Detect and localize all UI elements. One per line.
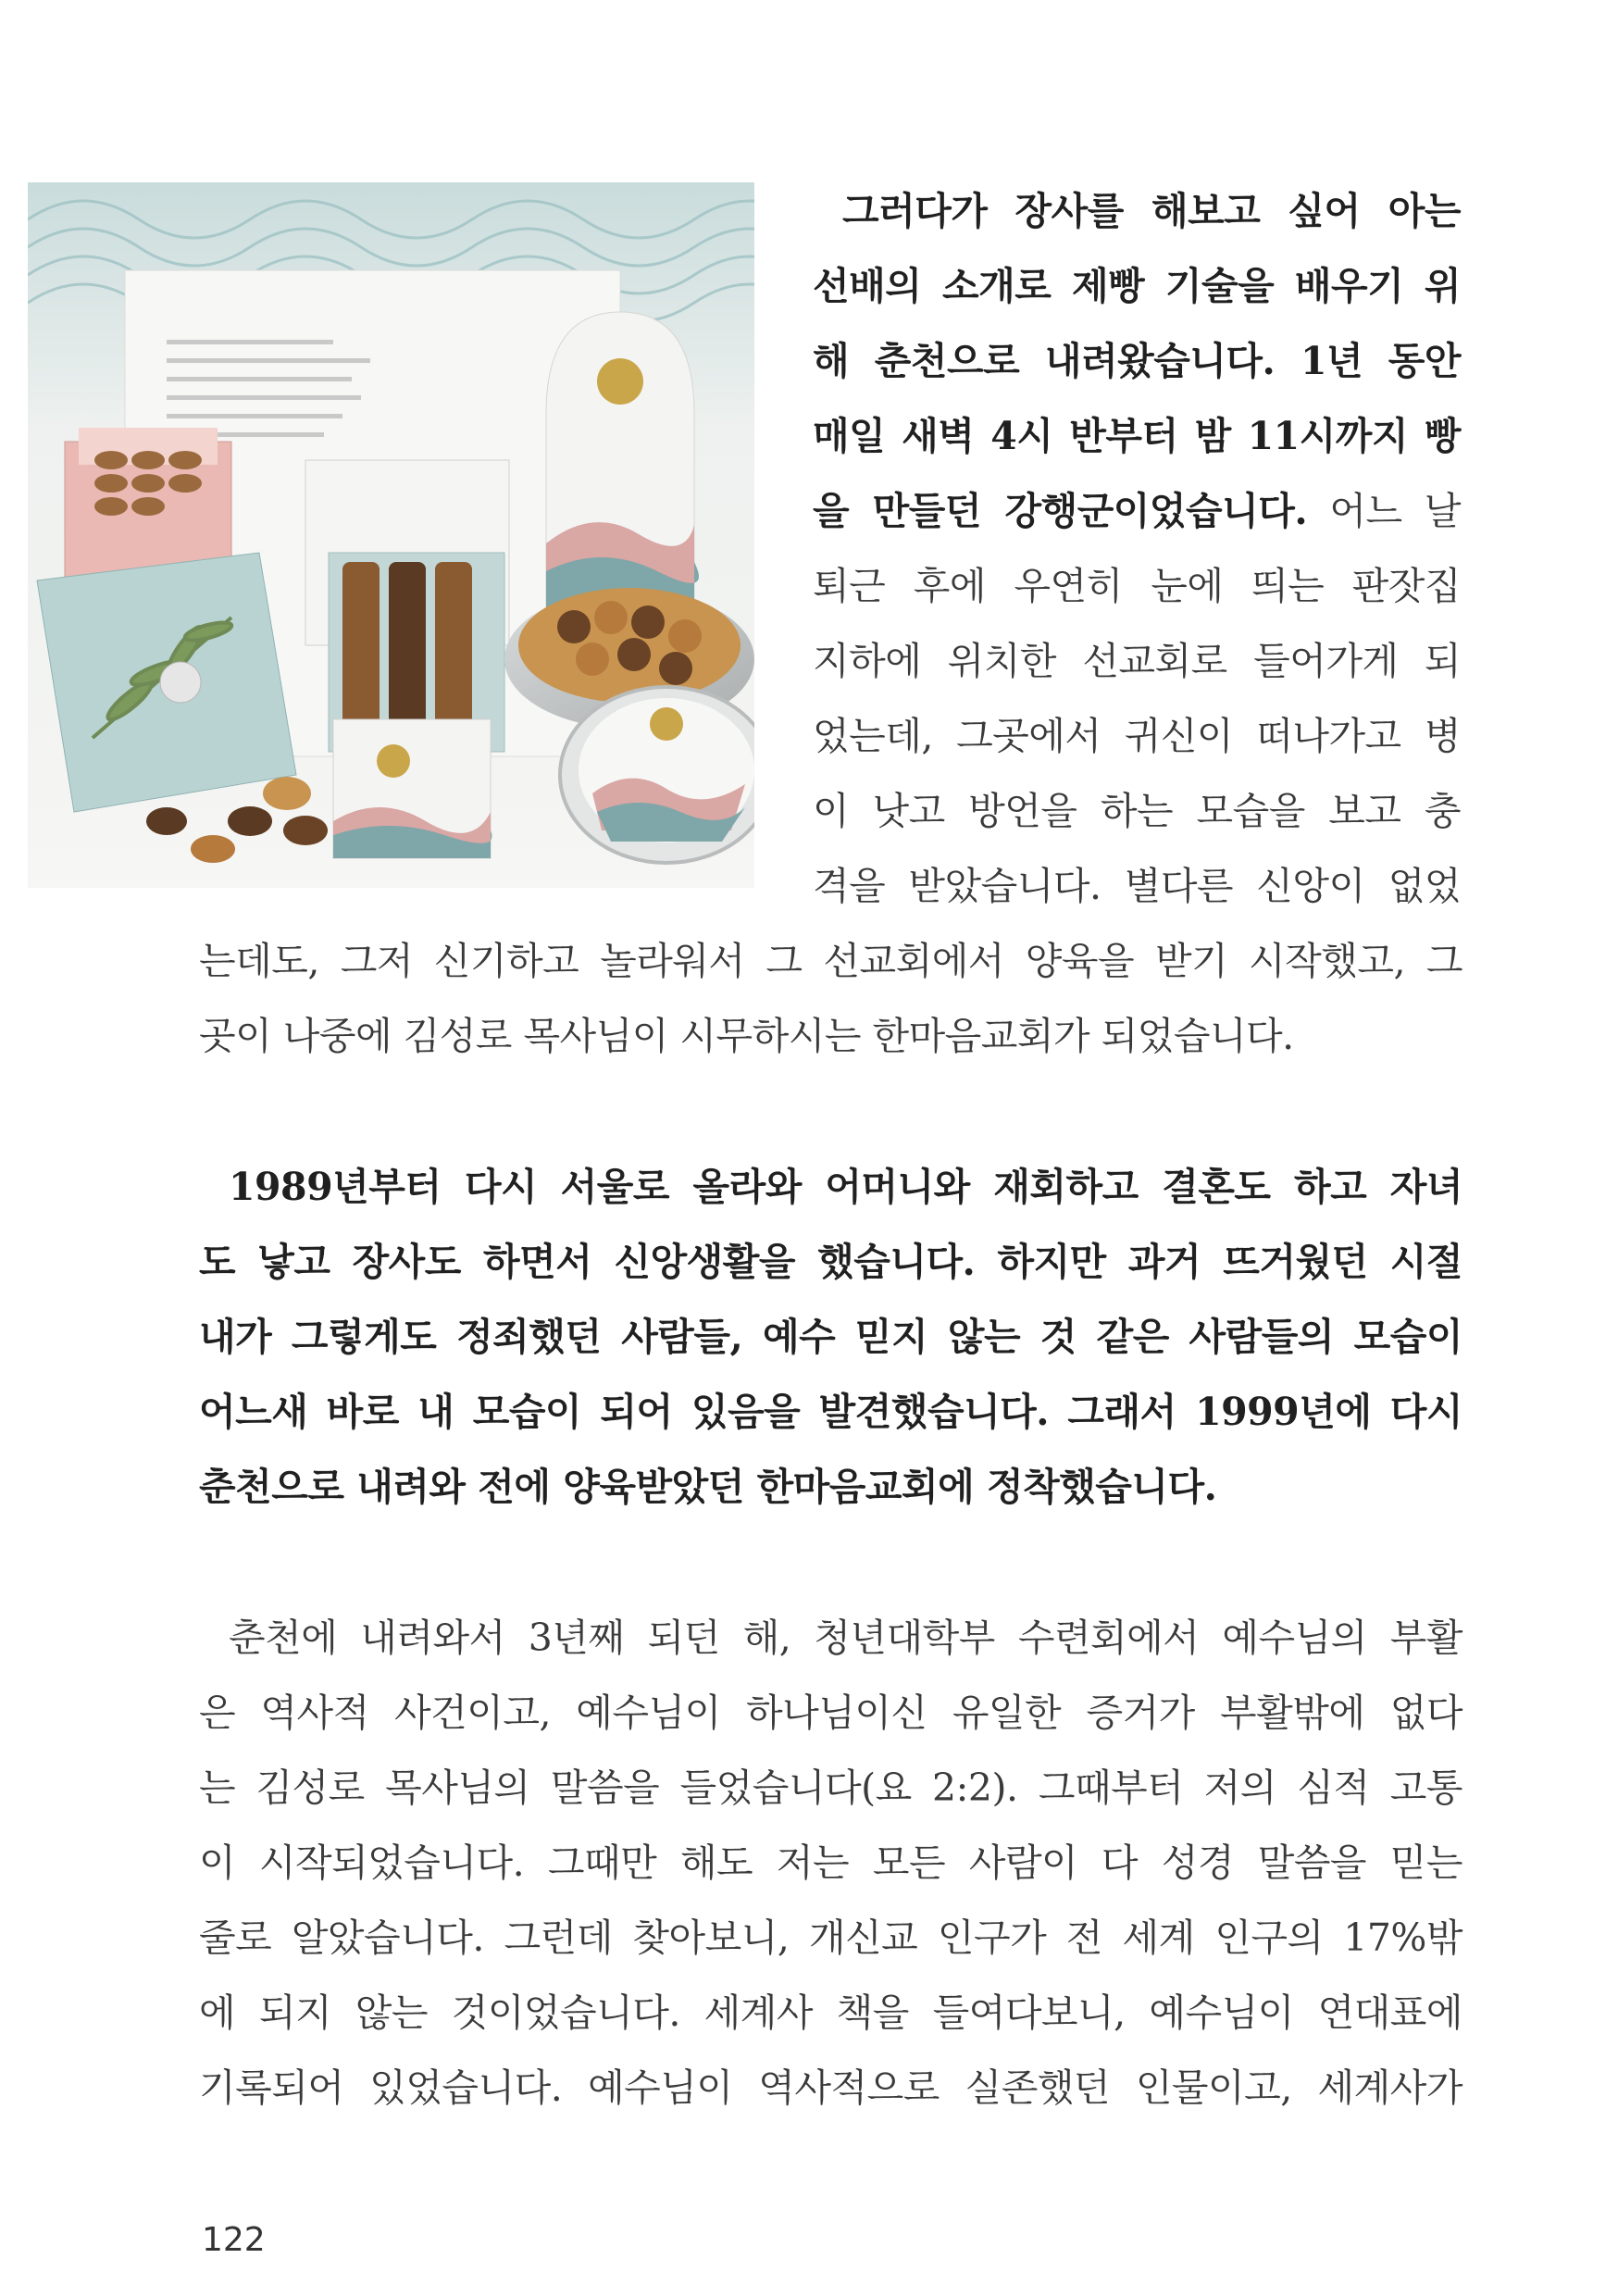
paragraph-1-line-3: 해 춘천으로 내려왔습니다. 1년 동안 (813, 339, 1461, 383)
paragraph-1-line-8: 었는데, 그곳에서 귀신이 떠나가고 병 (813, 714, 1461, 758)
paragraph-1-line-2: 선배의 소개로 제빵 기술을 배우기 위 (813, 264, 1461, 308)
paragraph-3-line-2: 은 역사적 사건이고, 예수님이 하나님이신 유일한 증거가 부활밖에 없다 (199, 1691, 1462, 1735)
paragraph-1-line-6: 퇴근 후에 우연히 눈에 띄는 판잣집 (813, 564, 1461, 608)
paragraph-1-line-7: 지하에 위치한 선교회로 들어가게 되 (813, 639, 1461, 683)
paragraph-3-line-4: 이 시작되었습니다. 그때만 해도 저는 모든 사람이 다 성경 말씀을 믿는 (199, 1841, 1462, 1885)
paragraph-1-line-4: 매일 새벽 4시 반부터 밤 11시까지 빵 (813, 414, 1461, 458)
paragraph-1-line-5: 을 만들던 강행군이었습니다. 어느 날 (813, 489, 1462, 533)
paragraph-3-line-6: 에 되지 않는 것이었습니다. 세계사 책을 들여다보니, 예수님이 연대표에 (199, 1990, 1462, 2035)
paragraph-3-line-5: 줄로 알았습니다. 그런데 찾아보니, 개신교 인구가 전 세계 인구의 17%밖 (199, 1915, 1462, 1960)
paragraph-1-line-12: 곳이 나중에 김성로 목사님이 시무하시는 한마음교회가 되었습니다. (199, 1014, 1294, 1058)
paragraph-2-line-3: 내가 그렇게도 정죄했던 사람들, 예수 믿지 않는 것 같은 사람들의 모습이 (199, 1315, 1462, 1359)
product-photo (28, 182, 754, 888)
paragraph-3-line-3: 는 김성로 목사님의 말씀을 들었습니다(요 2:2). 그때부터 저의 심적 고통 (199, 1766, 1462, 1810)
paragraph-1-line-11: 는데도, 그저 신기하고 놀라워서 그 선교회에서 양육을 받기 시작했고, 그 (199, 939, 1462, 983)
paragraph-1-line-9: 이 낫고 방언을 하는 모습을 보고 충 (813, 789, 1461, 833)
paragraph-1-line-10: 격을 받았습니다. 별다른 신앙이 없었 (813, 864, 1461, 908)
paragraph-2-line-2: 도 낳고 장사도 하면서 신앙생활을 했습니다. 하지만 과거 뜨거웠던 시절 (199, 1240, 1462, 1284)
paragraph-2-line-1: 1989년부터 다시 서울로 올라와 어머니와 재회하고 결혼도 하고 자녀 (229, 1165, 1462, 1209)
paragraph-1-line-1: 그러다가 장사를 해보고 싶어 아는 (842, 189, 1461, 233)
page-number: 122 (202, 2221, 266, 2259)
paragraph-2-line-4: 어느새 바로 내 모습이 되어 있음을 발견했습니다. 그래서 1999년에 다시 (199, 1390, 1462, 1434)
product-photo-illustration (28, 182, 754, 888)
paragraph-3-line-1: 춘천에 내려와서 3년째 되던 해, 청년대학부 수련회에서 예수님의 부활 (229, 1616, 1462, 1660)
paragraph-2-line-5: 춘천으로 내려와 전에 양육받았던 한마음교회에 정착했습니다. (199, 1465, 1217, 1509)
tray-cookies (342, 562, 472, 738)
paragraph-3-line-7: 기록되어 있었습니다. 예수님이 역사적으로 실존했던 인물이고, 세계사가 (199, 2065, 1462, 2110)
